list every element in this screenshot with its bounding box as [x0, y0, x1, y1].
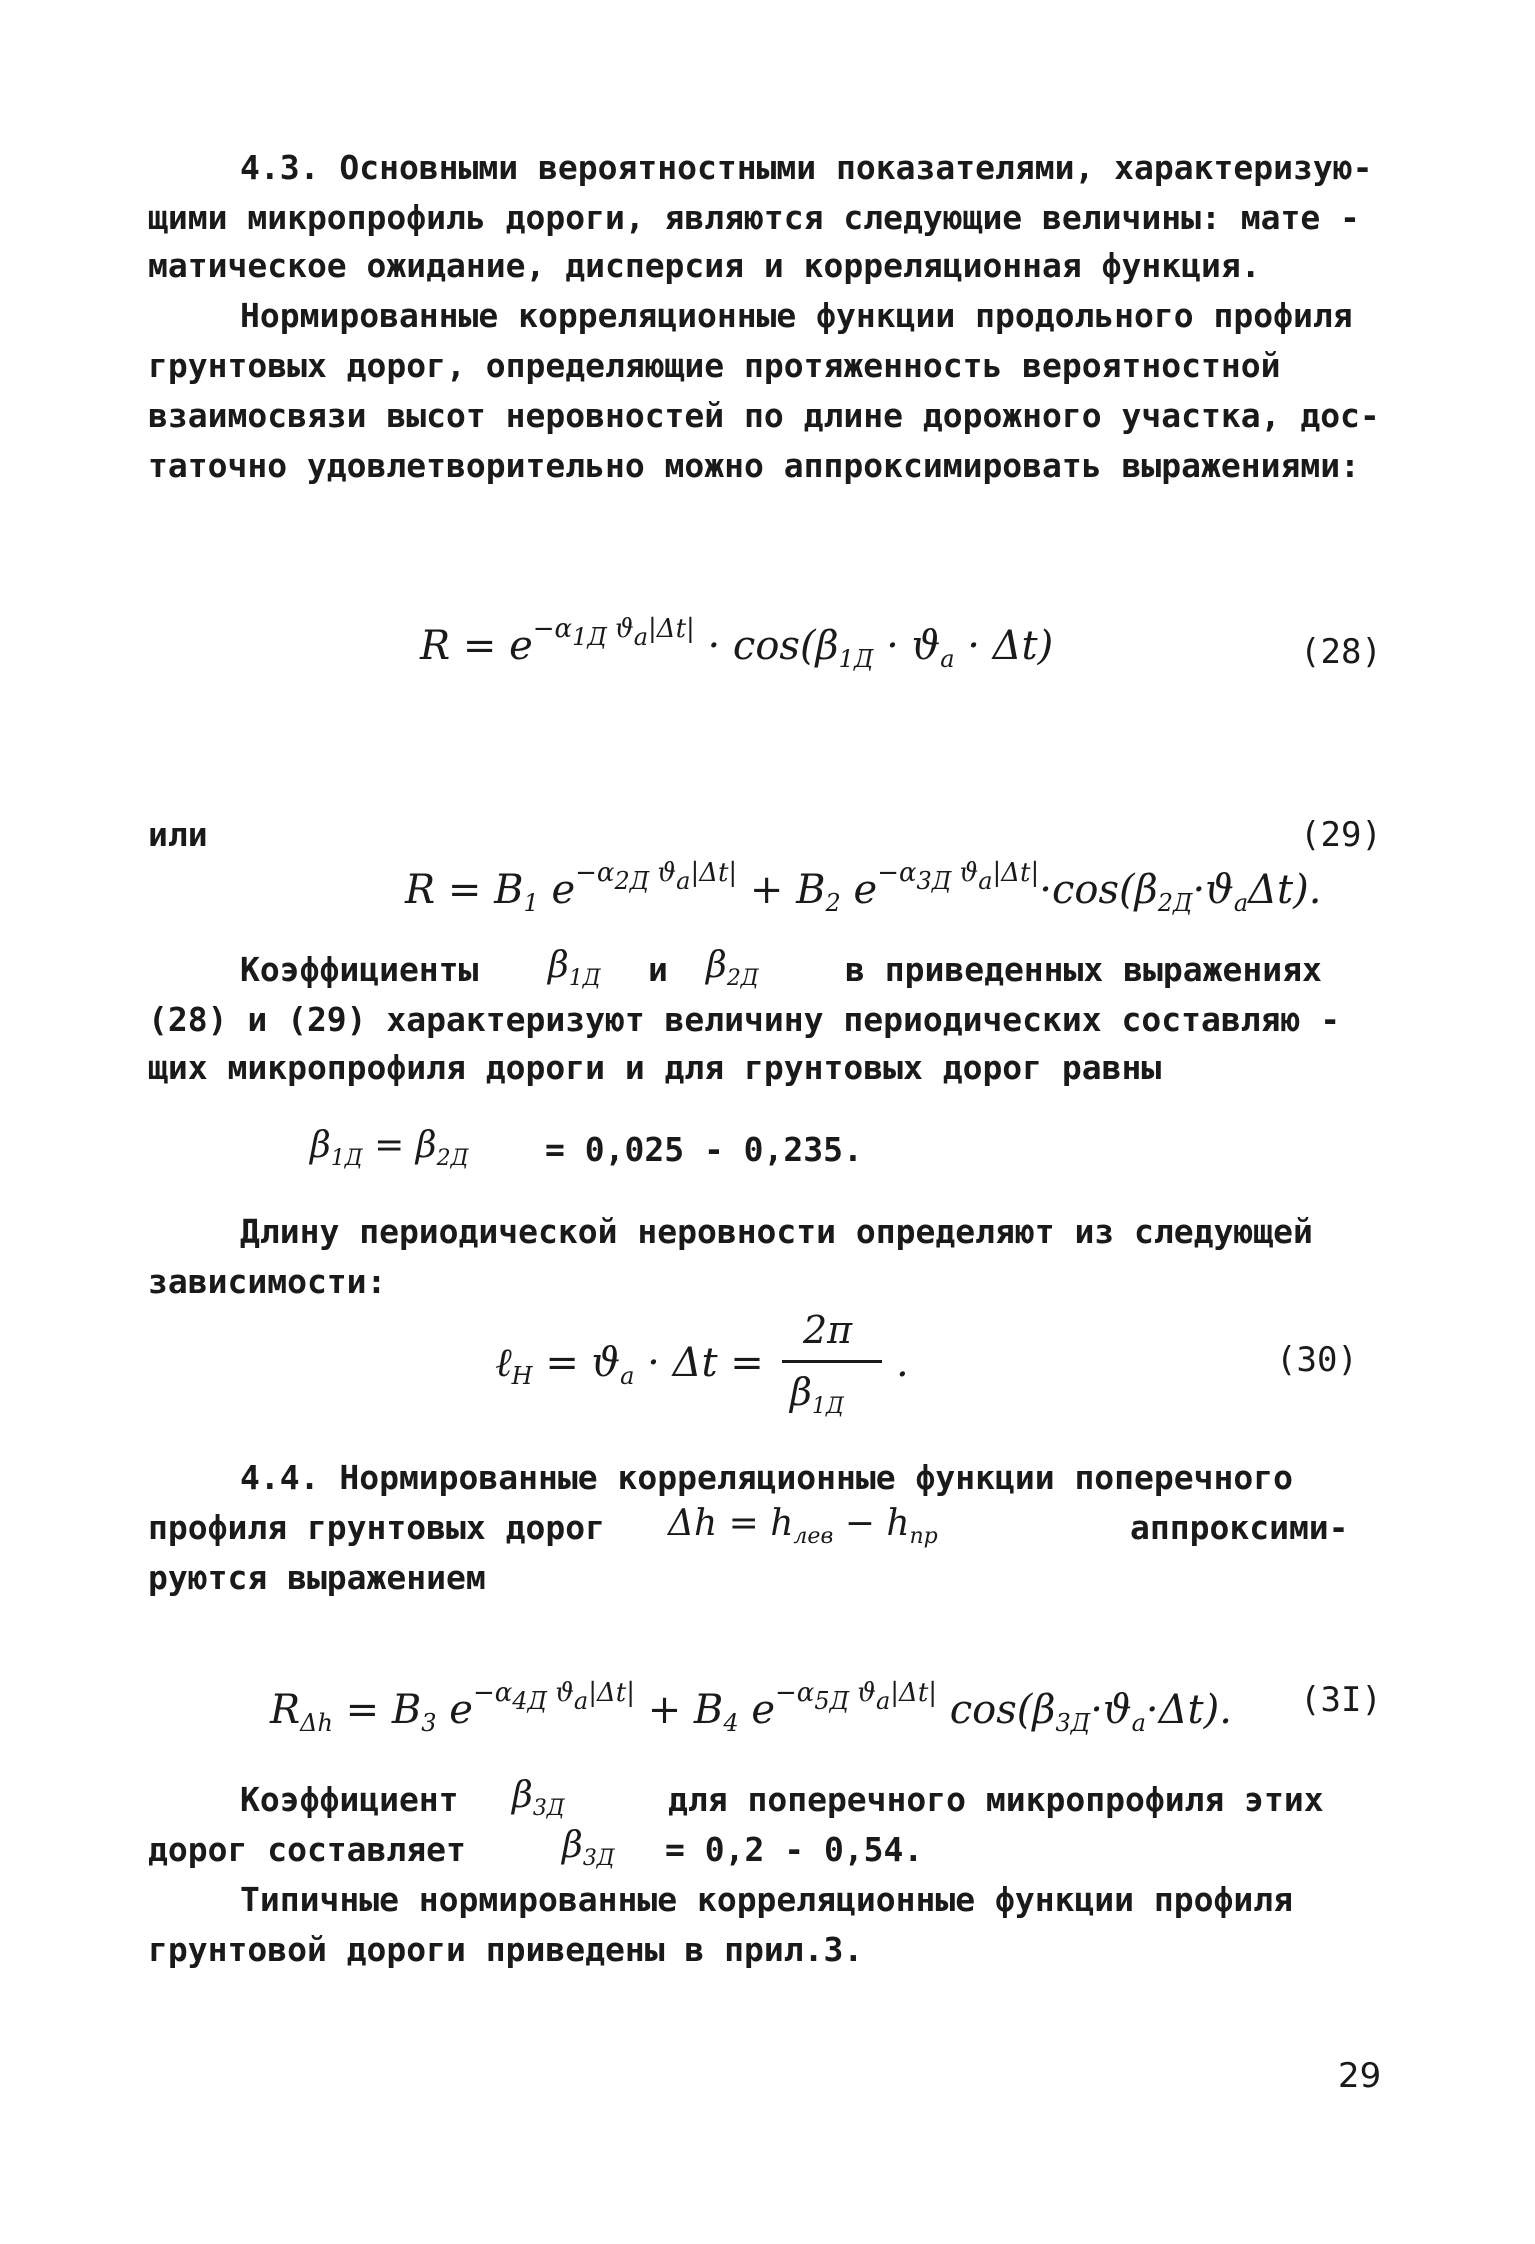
text-line: 4.4. Нормированные корреляционные функции поперечного	[240, 1458, 1293, 1497]
text-fragment: Коэффициенты	[240, 950, 479, 989]
text-fragment: Коэффициент	[240, 1780, 459, 1819]
beta-2d-symbol: $\beta_{2Д}$	[706, 945, 759, 991]
beta-equality: $\beta_{1Д} = \beta_{2Д}$	[310, 1125, 469, 1171]
text-fragment: аппроксими-	[1130, 1508, 1349, 1547]
text-line: таточно удовлетворительно можно аппроксимировать выражениями:	[148, 446, 1360, 485]
beta-1d-symbol: $\beta_{1Д}$	[548, 945, 601, 991]
equation-30-dot: .	[896, 1340, 909, 1386]
fraction-denominator: $\beta_{1Д}$	[790, 1370, 844, 1419]
text-line: руются выражением	[148, 1558, 486, 1597]
delta-h-formula: $\Delta h = h_{лев} - h_{пр}$	[668, 1503, 938, 1549]
text-line: щих микропрофиля дороги и для грунтовых дорог равны	[148, 1048, 1162, 1087]
equation-29: $R = B_1$ $e^{-\alpha_{2Д} ϑ_a|\Delta t|} + B_2$ $e^{-\alpha_{3Д} ϑ_a|\Delta t|}\cdot\cos(\beta_{2Д}\cdot ϑ_a\Delta t)$.	[405, 858, 1322, 917]
text-fragment: для поперечного микропрофиля этих	[668, 1780, 1324, 1819]
text-fragment: в приведенных выражениях	[845, 950, 1322, 989]
beta-3d-symbol: $\beta_{3Д}$	[562, 1825, 615, 1871]
text-line: зависимости:	[148, 1262, 387, 1301]
beta-3d-symbol: $\beta_{3Д}$	[512, 1775, 565, 1821]
equation-28: $R = e^{-\alpha_{1Д} ϑ_a|\Delta t|} \cdot \cos(\beta_{1Д} \cdot ϑ_a \cdot \Delta t)$	[420, 614, 1054, 673]
text-line: взаимосвязи высот неровностей по длине дорожного участка, дос-	[148, 396, 1380, 435]
text-line: грунтовых дорог, определяющие протяженность вероятностной	[148, 346, 1281, 385]
text-fragment: дорог составляет	[148, 1830, 466, 1869]
text-line: щими микропрофиль дороги, являются следующие величины: мате -	[148, 198, 1360, 237]
equation-prefix: или	[148, 815, 208, 854]
text-fragment: профиля грунтовых дорог	[148, 1508, 605, 1547]
equation-number: (30)	[1276, 1340, 1358, 1380]
text-line: грунтовой дороги приведены в прил.3.	[148, 1930, 864, 1969]
text-line: Длину периодической неровности определяют из следующей	[240, 1212, 1313, 1251]
text-line: (28) и (29) характеризуют величину периодических составляю -	[148, 1000, 1341, 1039]
fraction-bar	[782, 1360, 882, 1363]
text-line: 4.3. Основными вероятностными показателями, характеризую-	[240, 148, 1373, 187]
fraction-numerator: 2π	[803, 1308, 853, 1352]
equation-31: $R_{\Delta h} = B_3$ $e^{-\alpha_{4Д} ϑ_a|\Delta t|} + B_4$ $e^{-\alpha_{5Д} ϑ_a|\Delta t|}$ $\cos(\beta_{3Д}\cdot ϑ_a\cdot\Delta t)$.	[270, 1678, 1232, 1737]
equation-number: (3I)	[1300, 1680, 1382, 1720]
text-fragment: = 0,2 - 0,54.	[665, 1830, 924, 1869]
range-value: = 0,025 - 0,235.	[545, 1130, 863, 1169]
text-line: Нормированные корреляционные функции продольного профиля	[240, 296, 1353, 335]
text-fragment: и	[648, 950, 668, 989]
equation-30-lhs: ℓ$_H$ = $ϑ_a \cdot \Delta t$ =	[495, 1340, 764, 1390]
equation-number: (29)	[1300, 815, 1382, 855]
text-line: матическое ожидание, дисперсия и корреляционная функция.	[148, 246, 1261, 285]
page-number: 29	[1338, 2056, 1382, 2096]
equation-number: (28)	[1300, 632, 1382, 672]
text-line: Типичные нормированные корреляционные функции профиля	[240, 1880, 1293, 1919]
